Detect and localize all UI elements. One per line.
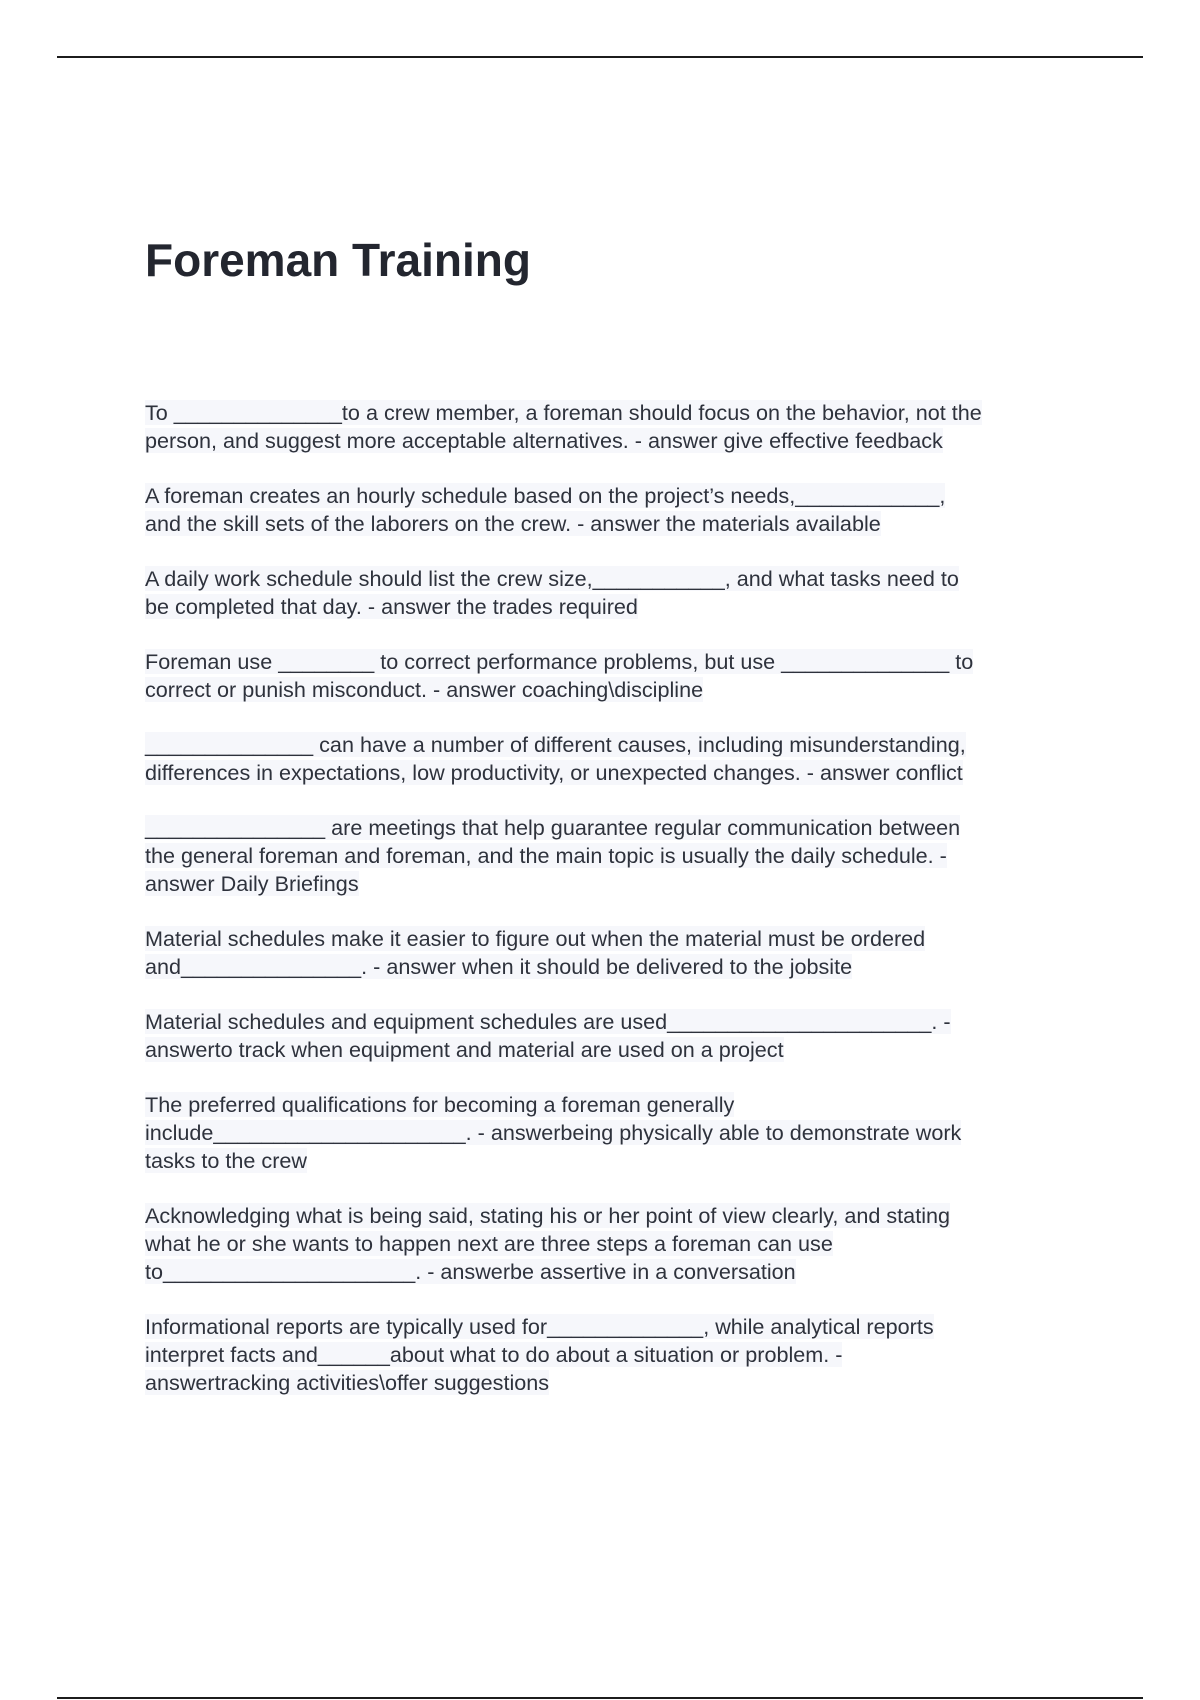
qa-item [145,565,1095,621]
qa-item [145,1091,1095,1175]
document-title: Foreman Training [145,234,531,286]
qa-item [145,731,1095,787]
qa-item-text: To ______________to a crew member, a foreman should focus on the behavior, not the person, and suggest more acceptable alternatives. - answer give effective feedback [145,400,982,453]
qa-item-text: _______________ are meetings that help guarantee regular communication between the general foreman and foreman, and the main topic is usually the daily schedule. - answer Daily Briefings [145,815,961,896]
qa-item-text: Foreman use ________ to correct performance problems, but use ______________ to correct or punish misconduct. - answer coaching\discipline [145,649,974,702]
qa-item [145,1008,1095,1064]
qa-item-text: Acknowledging what is being said, stating his or her point of view clearly, and stating what he or she wants to happen next are three steps a foreman can use to_____________________. - answerbe assertive in a conversation [145,1203,951,1284]
bottom-rule [57,1697,1143,1699]
qa-item-text: A foreman creates an hourly schedule based on the project’s needs,____________, and the skill sets of the laborers on the crew. - answer the materials available [145,483,946,536]
qa-item-text: A daily work schedule should list the crew size,___________, and what tasks need to be completed that day. - answer the trades required [145,566,959,619]
qa-item [145,1313,1095,1397]
qa-item-text: Informational reports are typically used for_____________, while analytical reports interpret facts and______about what to do about a situation or problem. - answertracking activities\offer suggestions [145,1314,934,1395]
qa-item [145,925,1095,981]
qa-item [145,814,1095,898]
qa-item [145,399,1095,455]
qa-item-text: Material schedules and equipment schedules are used______________________. - answerto track when equipment and material are used on a project [145,1009,951,1062]
qa-item [145,648,1095,704]
top-rule [57,56,1143,58]
qa-item-text: ______________ can have a number of different causes, including misunderstanding, differences in expectations, low productivity, or unexpected changes. - answer conflict [145,732,966,785]
qa-item-text: Material schedules make it easier to figure out when the material must be ordered and_______________. - answer when it should be delivered to the jobsite [145,926,926,979]
qa-item [145,482,1095,538]
qa-item [145,1202,1095,1286]
question-answer-list [145,399,1095,1424]
qa-item-text: The preferred qualifications for becoming a foreman generally include_____________________. - answerbeing physically able to demonstrate work tasks to the crew [145,1092,962,1173]
